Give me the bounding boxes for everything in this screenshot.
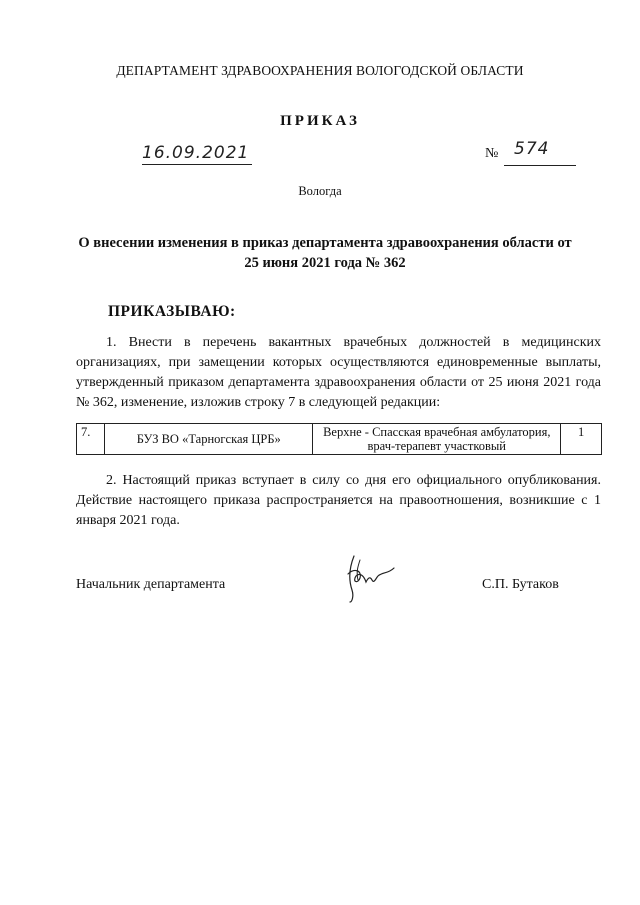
signatory-name: С.П. Бутаков [482, 577, 559, 592]
order-word: ПРИКАЗЫВАЮ: [108, 303, 236, 320]
row-count: 1 [561, 424, 602, 455]
handwritten-signature [338, 552, 398, 604]
table-row [77, 424, 602, 455]
handwritten-number: 574 [514, 139, 550, 159]
department-header: ДЕПАРТАМЕНТ ЗДРАВООХРАНЕНИЯ ВОЛОГОДСКОЙ ОБЛАСТИ [116, 63, 524, 78]
order-date [142, 143, 252, 163]
position-line-1: Верхне - Спасская врачебная амбулатория, [323, 425, 551, 439]
number-underline [504, 165, 576, 166]
row-position [313, 424, 561, 455]
handwritten-date: 16.09.2021 [142, 143, 250, 163]
subject-line-1: О внесении изменения в приказ департамента здравоохранения области от [78, 235, 572, 251]
row-number: 7. [77, 424, 105, 455]
paragraph-1: 1. Внести в перечень вакантных врачебных должностей в медицинских организациях, при замещении которых осуществляются единовременные выплаты, утвержденный приказом департамента здравоохранения области от 25 июня 2021 года № 362, изменение, изложив строку 7 в следующей редакции: [76, 335, 601, 410]
document-title: ПРИКАЗ [280, 113, 360, 129]
position-line-2: врач-терапевт участковый [367, 439, 506, 453]
positions-table [76, 423, 602, 455]
date-underline [142, 164, 252, 165]
city: Вологда [298, 184, 342, 198]
paragraph-2: 2. Настоящий приказ вступает в силу со дня его официального опубликования. Действие настоящего приказа распространяется на правоотношения, возникшие с 1 января 2021 года. [76, 473, 601, 528]
signatory-position: Начальник департамента [76, 577, 226, 592]
number-sign: № [485, 146, 499, 161]
order-number [504, 139, 576, 159]
subject-line-2: 25 июня 2021 года № 362 [244, 255, 406, 271]
row-organization: БУЗ ВО «Тарногская ЦРБ» [105, 424, 313, 455]
order-subject [70, 233, 580, 273]
